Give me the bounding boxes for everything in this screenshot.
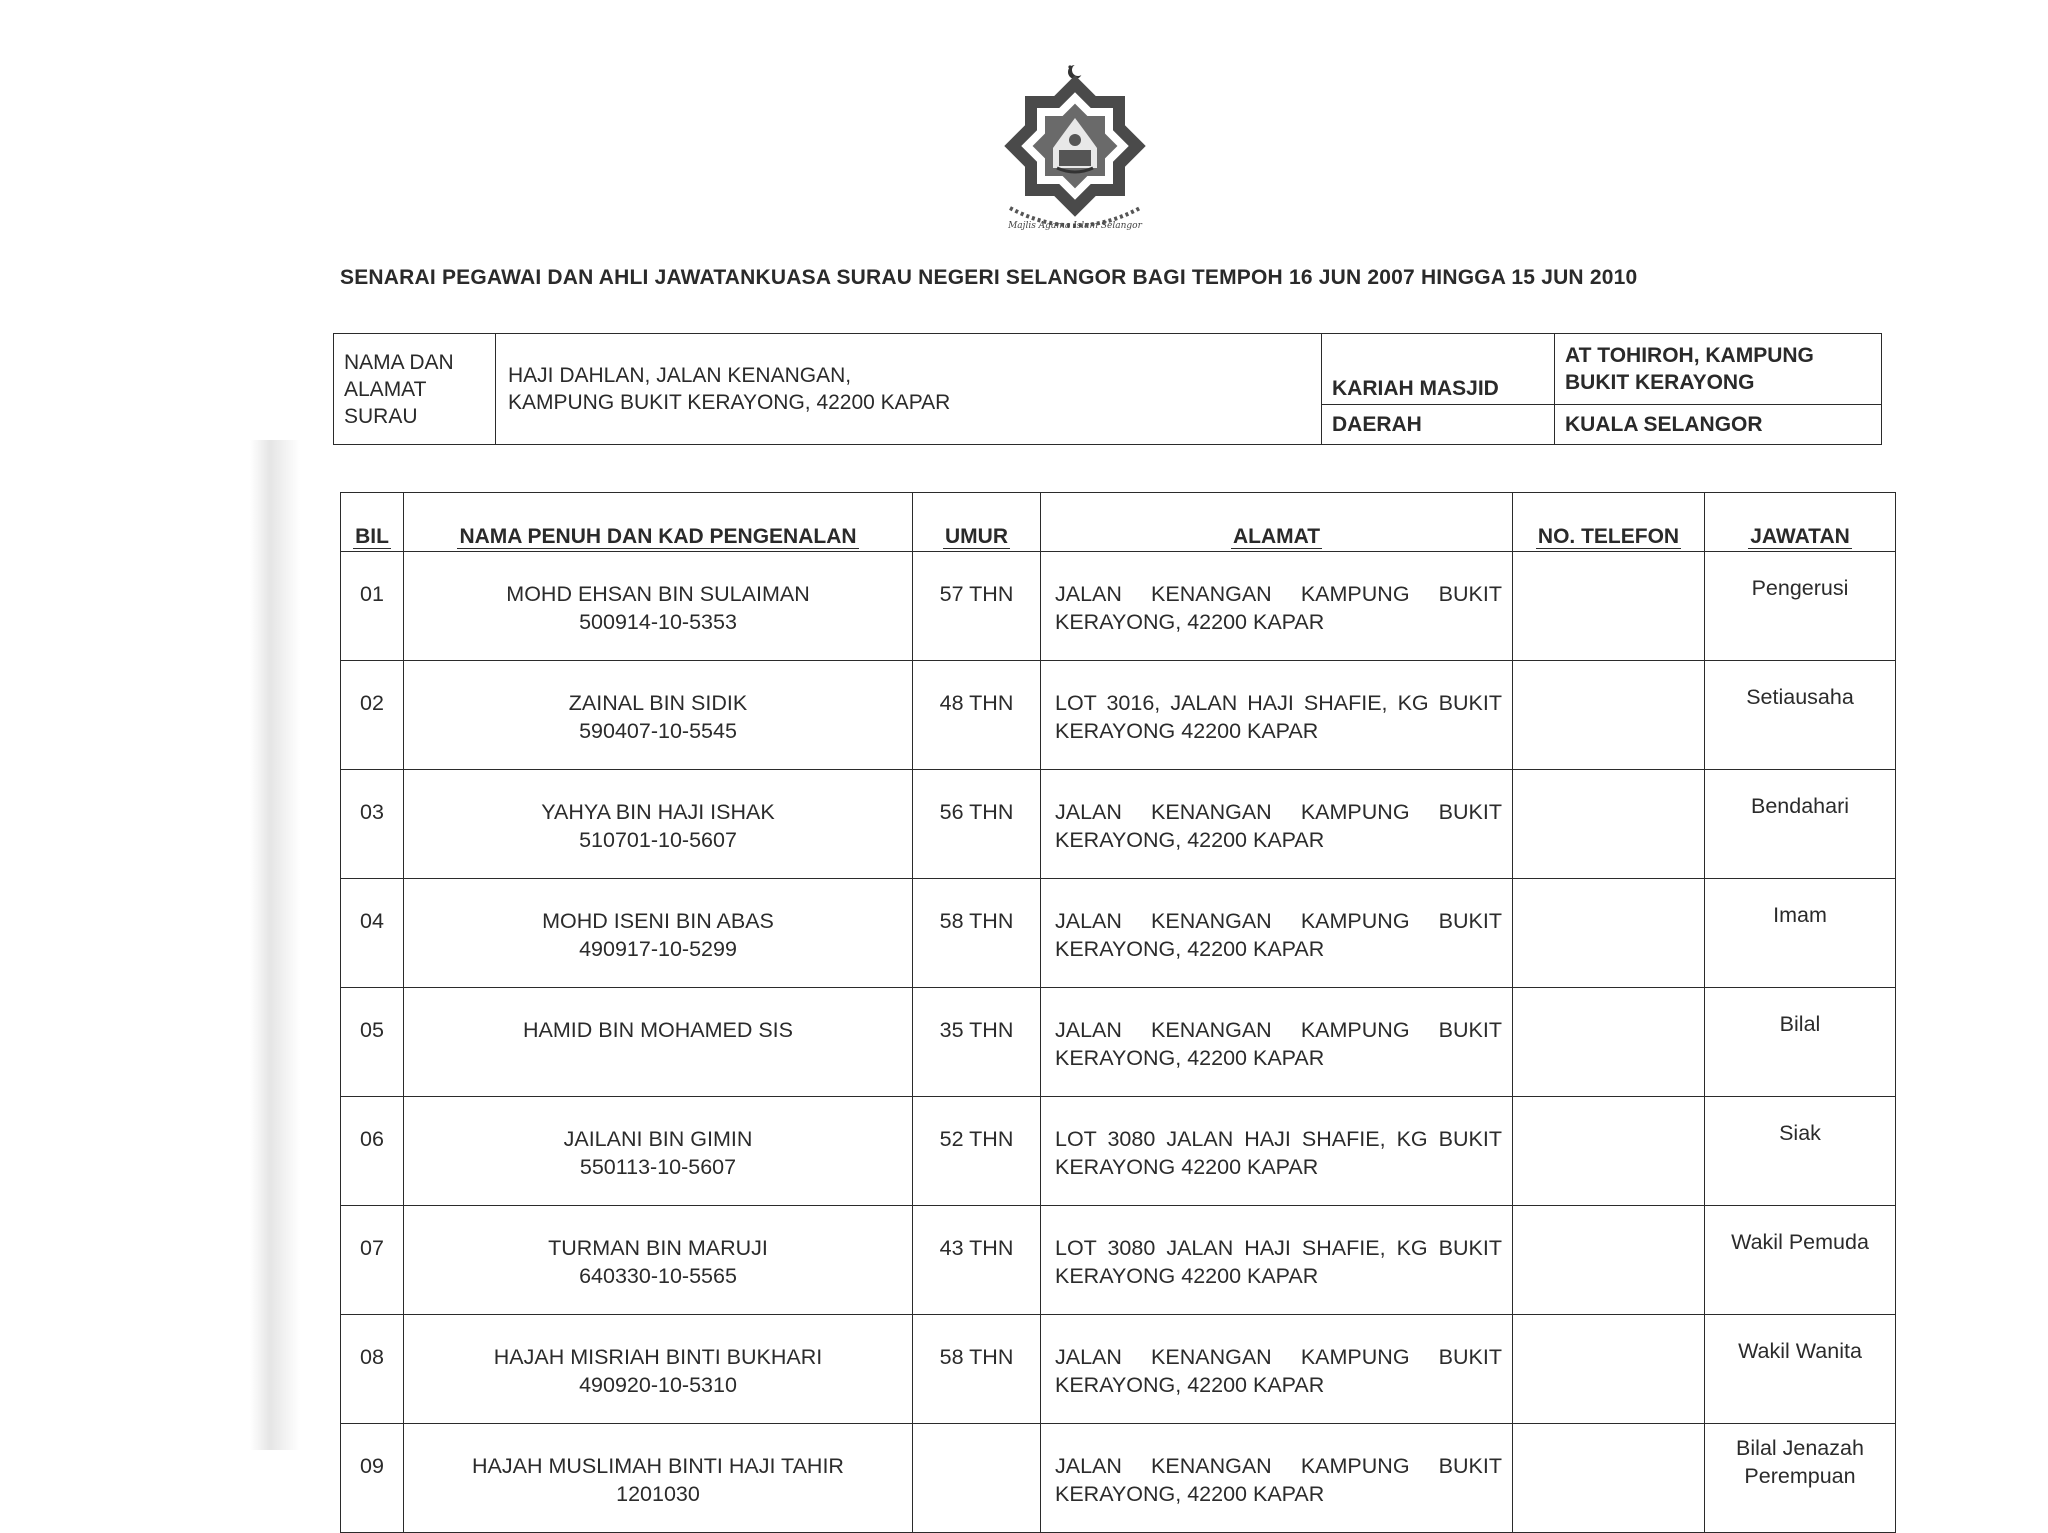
header-telefon: NO. TELEFON (1513, 493, 1705, 552)
cell-jawatan: Siak (1705, 1097, 1896, 1206)
member-name: MOHD EHSAN BIN SULAIMAN (506, 582, 810, 606)
cell-name (404, 661, 913, 770)
cell-bil: 04 (341, 879, 404, 988)
page-title: SENARAI PEGAWAI DAN AHLI JAWATANKUASA SURAU NEGERI SELANGOR BAGI TEMPOH 16 JUN 2007 HINGGA 15 JUN 2010 (340, 266, 1638, 289)
member-name: JAILANI BIN GIMIN (563, 1127, 753, 1151)
cell-bil: 06 (341, 1097, 404, 1206)
cell-alamat: JALAN KENANGAN KAMPUNG BUKIT KERAYONG, 42200 KAPAR (1041, 1424, 1513, 1533)
table-row (341, 879, 1896, 988)
surau-address (496, 334, 1322, 445)
cell-alamat: JALAN KENANGAN KAMPUNG BUKIT KERAYONG, 42200 KAPAR (1041, 879, 1513, 988)
cell-umur (913, 1424, 1041, 1533)
cell-alamat: LOT 3016, JALAN HAJI SHAFIE, KG BUKIT KERAYONG 42200 KAPAR (1041, 661, 1513, 770)
cell-bil: 05 (341, 988, 404, 1097)
table-row (341, 1097, 1896, 1206)
cell-umur: 48 THN (913, 661, 1041, 770)
cell-jawatan: Bilal (1705, 988, 1896, 1097)
surau-address-line2: KAMPUNG BUKIT KERAYONG, 42200 KAPAR (508, 391, 951, 414)
cell-jawatan: Setiausaha (1705, 661, 1896, 770)
cell-telefon (1513, 1424, 1705, 1533)
cell-alamat: JALAN KENANGAN KAMPUNG BUKIT KERAYONG, 42200 KAPAR (1041, 552, 1513, 661)
cell-alamat: JALAN KENANGAN KAMPUNG BUKIT KERAYONG, 42200 KAPAR (1041, 988, 1513, 1097)
cell-bil: 08 (341, 1315, 404, 1424)
member-ic: 510701-10-5607 (579, 828, 737, 852)
member-ic: 490920-10-5310 (579, 1373, 737, 1397)
table-row (341, 988, 1896, 1097)
cell-bil: 09 (341, 1424, 404, 1533)
cell-bil: 03 (341, 770, 404, 879)
cell-name (404, 1315, 913, 1424)
cell-name (404, 879, 913, 988)
cell-name (404, 988, 913, 1097)
cell-alamat: JALAN KENANGAN KAMPUNG BUKIT KERAYONG, 42200 KAPAR (1041, 770, 1513, 879)
header-bil: BIL (341, 493, 404, 552)
header-alamat: ALAMAT (1041, 493, 1513, 552)
table-row (341, 661, 1896, 770)
surau-address-line1: HAJI DAHLAN, JALAN KENANGAN, (508, 364, 852, 387)
member-ic: 640330-10-5565 (579, 1264, 737, 1288)
cell-name (404, 552, 913, 661)
member-ic: 490917-10-5299 (579, 937, 737, 961)
cell-jawatan: Bendahari (1705, 770, 1896, 879)
cell-name (404, 770, 913, 879)
cell-telefon (1513, 552, 1705, 661)
member-name: ZAINAL BIN SIDIK (568, 691, 748, 715)
surau-info-table (333, 333, 1882, 445)
cell-umur: 43 THN (913, 1206, 1041, 1315)
member-ic: 550113-10-5607 (579, 1155, 737, 1179)
cell-umur: 57 THN (913, 552, 1041, 661)
cell-umur: 58 THN (913, 1315, 1041, 1424)
cell-umur: 52 THN (913, 1097, 1041, 1206)
cell-telefon (1513, 879, 1705, 988)
cell-jawatan: Imam (1705, 879, 1896, 988)
member-name: HAJAH MISRIAH BINTI BUKHARI (493, 1345, 823, 1369)
cell-umur: 35 THN (913, 988, 1041, 1097)
cell-alamat: JALAN KENANGAN KAMPUNG BUKIT KERAYONG, 42200 KAPAR (1041, 1315, 1513, 1424)
cell-jawatan: Wakil Pemuda (1705, 1206, 1896, 1315)
member-name: YAHYA BIN HAJI ISHAK (541, 800, 775, 824)
table-row (341, 1315, 1896, 1424)
logo-caption: Majlis Agama Islam Selangor (1008, 221, 1142, 231)
member-name: HAMID BIN MOHAMED SIS (523, 1018, 793, 1042)
cell-bil: 01 (341, 552, 404, 661)
member-name: TURMAN BIN MARUJI (548, 1236, 768, 1260)
cell-jawatan: Wakil Wanita (1705, 1315, 1896, 1424)
members-table (340, 492, 1896, 1533)
header-jawatan: JAWATAN (1705, 493, 1896, 552)
header-umur: UMUR (913, 493, 1041, 552)
member-ic: 1201030 (616, 1482, 700, 1506)
table-header-row (341, 493, 1896, 552)
cell-alamat: LOT 3080 JALAN HAJI SHAFIE, KG BUKIT KERAYONG 42200 KAPAR (1041, 1097, 1513, 1206)
daerah-value: KUALA SELANGOR (1555, 404, 1882, 444)
cell-umur: 58 THN (913, 879, 1041, 988)
cell-telefon (1513, 661, 1705, 770)
cell-telefon (1513, 1315, 1705, 1424)
member-ic: 500914-10-5353 (579, 610, 737, 634)
cell-name (404, 1206, 913, 1315)
cell-name (404, 1097, 913, 1206)
table-row (341, 1206, 1896, 1315)
cell-telefon (1513, 988, 1705, 1097)
cell-bil: 07 (341, 1206, 404, 1315)
cell-umur: 56 THN (913, 770, 1041, 879)
kariah-value: AT TOHIROH, KAMPUNG BUKIT KERAYONG (1555, 334, 1882, 405)
cell-name (404, 1424, 913, 1533)
cell-jawatan: Pengerusi (1705, 552, 1896, 661)
table-row (341, 552, 1896, 661)
table-row (341, 1424, 1896, 1533)
member-name: HAJAH MUSLIMAH BINTI HAJI TAHIR (472, 1454, 844, 1478)
table-row (341, 770, 1896, 879)
daerah-label: DAERAH (1322, 404, 1555, 444)
header-nama: NAMA PENUH DAN KAD PENGENALAN (404, 493, 913, 552)
kariah-label: KARIAH MASJID (1322, 334, 1555, 405)
cell-alamat: LOT 3080 JALAN HAJI SHAFIE, KG BUKIT KERAYONG 42200 KAPAR (1041, 1206, 1513, 1315)
member-name: MOHD ISENI BIN ABAS (542, 909, 774, 933)
member-ic: 590407-10-5545 (579, 719, 737, 743)
majlis-agama-islam-selangor-logo (990, 58, 1160, 233)
cell-telefon (1513, 1097, 1705, 1206)
scan-shadow (250, 440, 300, 1450)
cell-telefon (1513, 770, 1705, 879)
cell-bil: 02 (341, 661, 404, 770)
cell-telefon (1513, 1206, 1705, 1315)
surau-label: NAMA DAN ALAMAT SURAU (334, 334, 496, 445)
cell-jawatan: Bilal Jenazah Perempuan (1705, 1424, 1896, 1533)
